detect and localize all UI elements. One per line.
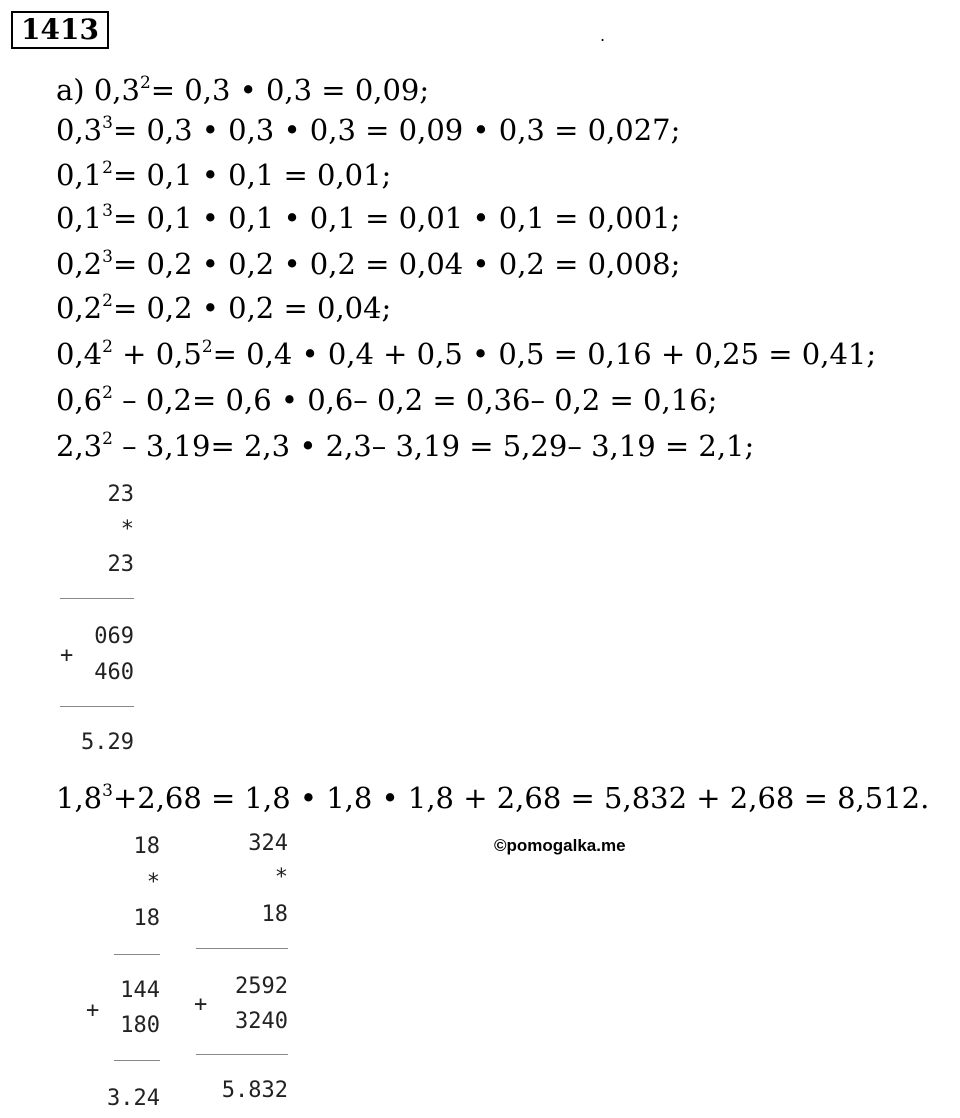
multiplier: 18 [133, 906, 160, 931]
partial-product: 460 [94, 660, 134, 685]
multiply-sign: * [146, 870, 160, 895]
watermark: ©pomogalka.me [494, 836, 626, 855]
equation-line: $0,3^3= 0,3$ • 0,3 • 0,3 = 0,09 • 0,3 = 0,027; [56, 113, 681, 147]
product-result: 5.832 [221, 1078, 288, 1103]
equation-line: а) $0,3^2= 0,3$ • 0,3 = 0,09; [56, 73, 430, 107]
equation-line: $0,6^2 - 0,2= 0,6$ • 0,6– 0,2 = 0,36– 0,2 = 0,16; [56, 383, 718, 417]
divider-line [196, 948, 288, 949]
multiplicand: 18 [133, 834, 160, 859]
multiply-sign: * [120, 517, 134, 542]
multiplicand: 23 [107, 482, 134, 507]
multiplier: 23 [107, 552, 134, 577]
plus-sign: + [194, 992, 208, 1017]
plus-sign: + [86, 998, 100, 1023]
multiply-sign: * [274, 865, 288, 890]
column-multiplication-18x18 [84, 832, 164, 1118]
partial-product: 180 [120, 1013, 160, 1038]
stray-dot: . [600, 26, 606, 45]
divider-line [114, 1060, 160, 1061]
partial-product: 144 [120, 978, 160, 1003]
multiplicand: 324 [248, 831, 288, 856]
column-multiplication-324x18 [192, 828, 292, 1118]
divider-line [196, 1054, 288, 1055]
partial-product: 2592 [235, 974, 288, 999]
product-result: 5.29 [81, 730, 134, 755]
equation-line: $0,1^3= 0,1$ • 0,1 • 0,1 = 0,01 • 0,1 = 0,001; [56, 201, 681, 235]
divider-line [60, 706, 134, 707]
equation-line: $0,4^2 + 0,5^2= 0,4$ • 0,4 + 0,5 • 0,5 = 0,16 + 0,25 = 0,41; [56, 337, 877, 371]
equation-line: $0,2^2= 0,2$ • 0,2 = 0,04; [56, 291, 392, 325]
divider-line [60, 598, 134, 599]
divider-line [114, 954, 160, 955]
equation-line: $0,1^2= 0,1$ • 0,1 = 0,01; [56, 158, 392, 192]
multiplier: 18 [261, 902, 288, 927]
equation-line: $2,3^2 - 3,19= 2,3$ • 2,3– 3,19 = 5,29– 3,19 = 2,1; [56, 429, 755, 463]
task-number: 1413 [11, 11, 109, 49]
product-result: 3.24 [107, 1086, 160, 1111]
column-multiplication-23x23 [58, 478, 138, 768]
partial-product: 3240 [235, 1009, 288, 1034]
equation-line: $1,8^3+2,68 = 1,8$ • 1,8 • 1,8 + 2,68 = 5,832 + 2,68 = 8,512. [56, 781, 930, 815]
equation-line: $0,2^3= 0,2$ • 0,2 • 0,2 = 0,04 • 0,2 = 0,008; [56, 247, 681, 281]
partial-product: 069 [94, 624, 134, 649]
plus-sign: + [60, 643, 74, 668]
